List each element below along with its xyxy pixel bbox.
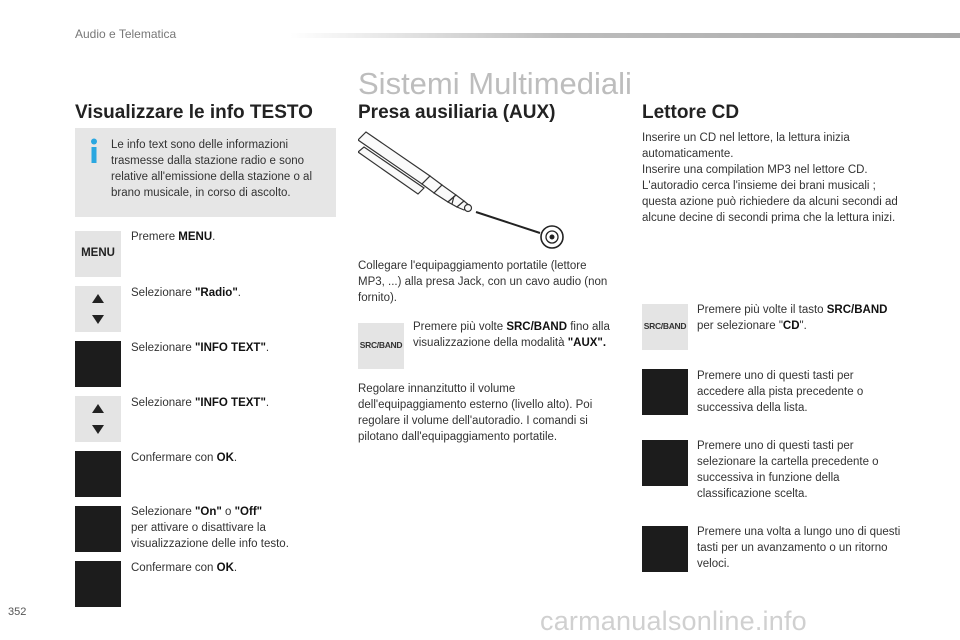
- cd-mp3-text: Inserire una compilation MP3 nel lettore CD. L'autoradio cerca l'insieme dei brani musicali ; questa azione può richiedere da alcuni secondi ad alcune decine di secondi prima che la lettura inizi.: [642, 164, 898, 224]
- up-down-arrows-tile: [75, 396, 121, 442]
- step-press-src-band-aux: Premere più volte SRC/BAND fino alla visualizzazione della modalità "AUX".: [413, 321, 610, 349]
- dark-button-tile: [75, 506, 121, 552]
- step-select-info-text-2: Selezionare "INFO TEXT".: [131, 397, 270, 409]
- jack-plug-illustration: [358, 128, 578, 253]
- page-title: Sistemi Multimediali: [358, 66, 632, 101]
- section-title-aux: Presa ausiliaria (AUX): [358, 102, 556, 123]
- page-number: 352: [8, 606, 27, 618]
- src-band-label: SRC/BAND: [359, 340, 403, 350]
- info-box: [75, 128, 336, 217]
- section-title-info-testo: Visualizzare le info TESTO: [75, 102, 313, 123]
- section-title-cd: Lettore CD: [642, 102, 740, 123]
- src-band-button-tile: [358, 323, 404, 369]
- step-select-radio: Selezionare "Radio".: [131, 287, 241, 299]
- cd-insert-text: Inserire un CD nel lettore, la lettura inizia automaticamente.: [642, 132, 850, 160]
- step-select-on-off: Selezionare "On" o "Off" per attivare o disattivare la visualizzazione delle info testo.: [131, 506, 289, 550]
- info-text: Le info text sono delle informazioni trasmesse dalla stazione radio e sono relative all'emissione della stazione o al brano musicale, in corso di ascolto.: [111, 139, 312, 199]
- aux-instructions: Collegare l'equipaggiamento portatile (lettore MP3, ...) alla presa Jack, con un cavo audio (non fornito).: [358, 260, 608, 304]
- dark-button-tile: [75, 451, 121, 497]
- src-band-label: SRC/BAND: [643, 321, 687, 331]
- info-icon: [87, 138, 101, 164]
- src-band-button-tile: [642, 304, 688, 350]
- step-press-menu: Premere MENU.: [131, 231, 216, 243]
- up-down-arrows-tile: [75, 286, 121, 332]
- step-confirm-ok: Confermare con OK.: [131, 452, 238, 464]
- step-fast-forward-rewind: Premere una volta a lungo uno di questi tasti per un avanzamento o un ritorno veloci.: [697, 526, 901, 570]
- dark-button-tile: [75, 341, 121, 387]
- aux-volume-instructions: Regolare innanzitutto il volume dell'equipaggiamento esterno (livello alto). Poi regolare il volume dell'autoradio. I comandi si pilotano dall'equipaggiamento portatile.: [358, 383, 593, 443]
- watermark: carmanualsonline.info: [540, 606, 807, 636]
- dark-button-tile: [642, 526, 688, 572]
- up-down-arrows-icon: [75, 396, 121, 442]
- step-track-prev-next: Premere uno di questi tasti per accedere alla pista precedente o successiva della lista.: [697, 370, 864, 414]
- step-select-info-text: Selezionare "INFO TEXT".: [131, 342, 270, 354]
- header-bar: [290, 33, 960, 38]
- step-press-src-band-cd: Premere più volte il tasto SRC/BAND per selezionare "CD".: [697, 304, 888, 332]
- dark-button-tile: [642, 440, 688, 486]
- dark-button-tile: [642, 369, 688, 415]
- menu-label: MENU: [81, 247, 115, 259]
- menu-button-tile: [75, 231, 121, 277]
- dark-button-tile: [75, 561, 121, 607]
- step-folder-prev-next: Premere uno di questi tasti per selezionare la cartella precedente o successiva in funzione della classificazione scelta.: [697, 440, 879, 500]
- up-down-arrows-icon: [75, 286, 121, 332]
- section-header: Audio e Telematica: [75, 27, 177, 41]
- step-confirm-ok-2: Confermare con OK.: [131, 562, 238, 574]
